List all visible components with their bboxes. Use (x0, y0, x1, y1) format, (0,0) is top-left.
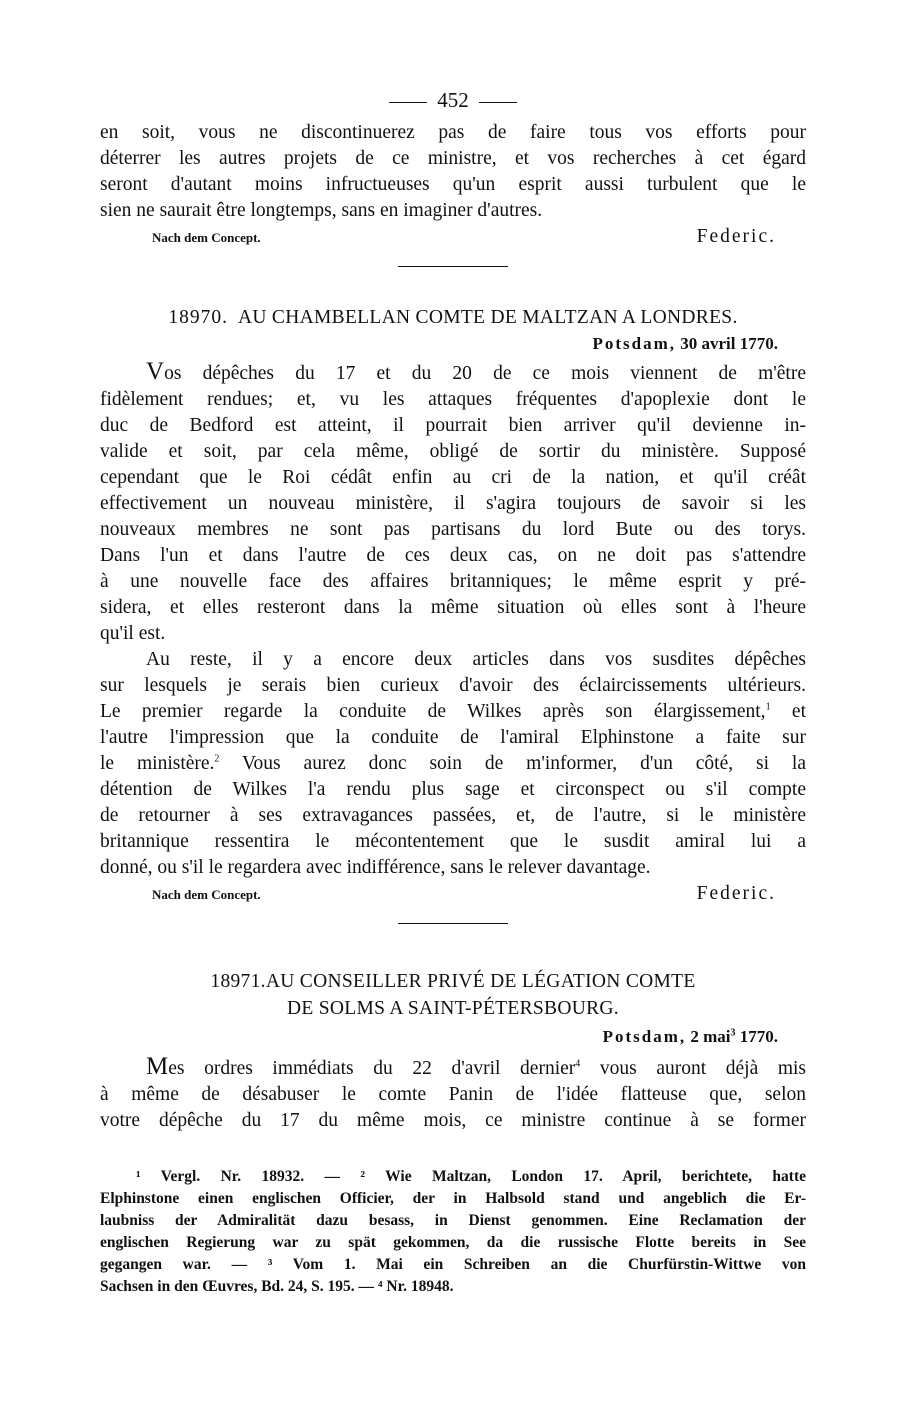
letter-1-body (100, 359, 806, 881)
text-segment: Vous aurez donc soin de m'informer, d'un côté, si la (219, 753, 806, 774)
page-number (100, 80, 806, 120)
dateline-place: Potsdam, (592, 334, 676, 353)
text-line: cependant que le Roi cédât enfin au cri de la nation, et qu'il créât (100, 467, 806, 488)
text-line: sidera, et elles resteront dans la même situation où elles sont à l'heure (100, 597, 806, 618)
letter-heading (100, 968, 806, 1022)
text-line: à une nouvelle face des affaires britanniques; le même esprit y pré- (100, 571, 806, 592)
text-line (100, 359, 806, 387)
letter-heading-line1 (100, 968, 806, 995)
text-line: détention de Wilkes l'a rendu plus sage et circonspect ou s'il compte (100, 779, 806, 800)
initial-letter: V (146, 358, 165, 385)
text-segment: es ordres immédiats du 22 d'avril dernier (168, 1058, 576, 1079)
dash-left (389, 102, 427, 103)
footnote-line: laubniss der Admiralität dazu besass, in Dienst genommen. Eine Reclamation der (100, 1212, 806, 1229)
source-note: Nach dem Concept. (152, 230, 261, 245)
footnote-line: ¹ Vergl. Nr. 18932. — ² Wie Maltzan, London 17. April, berichtete, hatte (136, 1168, 806, 1185)
text-line (100, 751, 806, 777)
text-line: Au reste, il y a encore deux articles dans vos susdites dépêches (146, 649, 806, 670)
letter-heading (100, 305, 806, 331)
letter-title-line2: DE SOLMS A SAINT-PÉTERSBOURG. (287, 998, 619, 1019)
footnote-line: Elphinstone einen englischen Officier, der in Halbsold stand und angeblich die Er- (100, 1190, 806, 1207)
signature: Federic. (696, 226, 776, 247)
dateline (100, 331, 806, 357)
text-segment: le ministère. (100, 753, 215, 774)
initial-letter: M (146, 1053, 169, 1080)
text-line: sur lesquels je serais bien curieux d'avoir des éclaircissements ultérieurs. (100, 675, 806, 696)
footnote-line: gegangen war. — ³ Vom 1. Mai ein Schreiben an die Churfürstin-Wittwe von (100, 1256, 806, 1273)
text-line: en soit, vous ne discontinuerez pas de faire tous vos efforts pour (100, 122, 806, 143)
text-line: qu'il est. (100, 623, 166, 644)
footnote-ref: 3 (730, 1027, 736, 1039)
letter-title: AU CONSEILLER PRIVÉ DE LÉGATION COMTE (265, 971, 696, 992)
document-page (100, 80, 806, 1134)
text-line: à même de désabuser le comte Panin de l'idée flatteuse que, selon (100, 1084, 806, 1105)
dateline (100, 1024, 806, 1050)
text-line: donné, ou s'il le regardera avec indifférence, sans le relever davantage. (100, 857, 651, 878)
text-line (100, 699, 806, 725)
letter-title: AU CHAMBELLAN COMTE DE MALTZAN A LONDRES. (237, 307, 738, 328)
text-segment: vous auront déjà mis (580, 1058, 806, 1079)
footnote-ref: 1 (765, 701, 771, 713)
dateline-place: Potsdam, (602, 1027, 687, 1046)
text-line: duc de Bedford est atteint, il pourrait bien arriver qu'il devienne in- (100, 415, 806, 436)
page-number-text: 452 (437, 88, 469, 112)
text-line: effectivement un nouveau ministère, il s'agira toujours de savoir si les (100, 493, 806, 514)
dateline-date: 30 avril 1770. (680, 334, 778, 353)
text-line: sien ne saurait être longtemps, sans en imaginer d'autres. (100, 200, 543, 221)
text-line (100, 1054, 806, 1082)
signature: Federic. (696, 883, 776, 904)
footnote-line: englischen Regierung war zu spät gekommen, da die russische Flotte bereits in See (100, 1234, 806, 1251)
text-line: déterrer les autres projets de ce ministre, et vos recherches à cet égard (100, 148, 806, 169)
section-divider (398, 266, 508, 267)
top-paragraph (100, 120, 806, 224)
text-line: valide et soit, par cela même, obligé de sortir du ministère. Supposé (100, 441, 806, 462)
text-line: Dans l'un et dans l'autre de ces deux cas, on ne doit pas s'attendre (100, 545, 806, 566)
text-line-content: os dépêches du 17 et du 20 de ce mois viennent de m'être (164, 363, 806, 384)
letter-2-body (100, 1054, 806, 1134)
text-line: votre dépêche du 17 du même mois, ce ministre continue à se former (100, 1110, 806, 1131)
source-line-1 (100, 226, 806, 256)
text-line: l'autre l'impression que la conduite de l'amiral Elphinstone a faite sur (100, 727, 806, 748)
source-line-2 (100, 883, 806, 913)
letter-number: 18971. (210, 971, 266, 992)
text-line: nouveaux membres ne sont pas partisans du lord Bute ou des torys. (100, 519, 806, 540)
section-divider (398, 923, 508, 924)
footnote-line: Sachsen in den Œuvres, Bd. 24, S. 195. — ⁴ Nr. 18948. (100, 1278, 454, 1295)
text-line: britannique ressentira le mécontentement que le susdit amiral lui a (100, 831, 806, 852)
letter-number: 18970. (168, 307, 228, 328)
text-line: seront d'autant moins infructueuses qu'un esprit aussi turbulent que le (100, 174, 806, 195)
dateline-date-year: 1770. (735, 1027, 778, 1046)
text-segment: Le premier regarde la conduite de Wilkes après son élargissement, (100, 701, 766, 722)
footnote-ref: 2 (214, 753, 220, 765)
source-note: Nach dem Concept. (152, 887, 261, 902)
footnote-ref: 4 (575, 1058, 581, 1070)
footnotes (100, 1166, 806, 1298)
text-segment: et (770, 701, 806, 722)
dash-right (479, 102, 517, 103)
text-line: fidèlement rendues; et, vu les attaques fréquentes d'apoplexie dont le (100, 389, 806, 410)
dateline-date: 2 mai (690, 1027, 731, 1046)
text-line: de retourner à ses extravagances passées, et, de l'autre, si le ministère (100, 805, 806, 826)
